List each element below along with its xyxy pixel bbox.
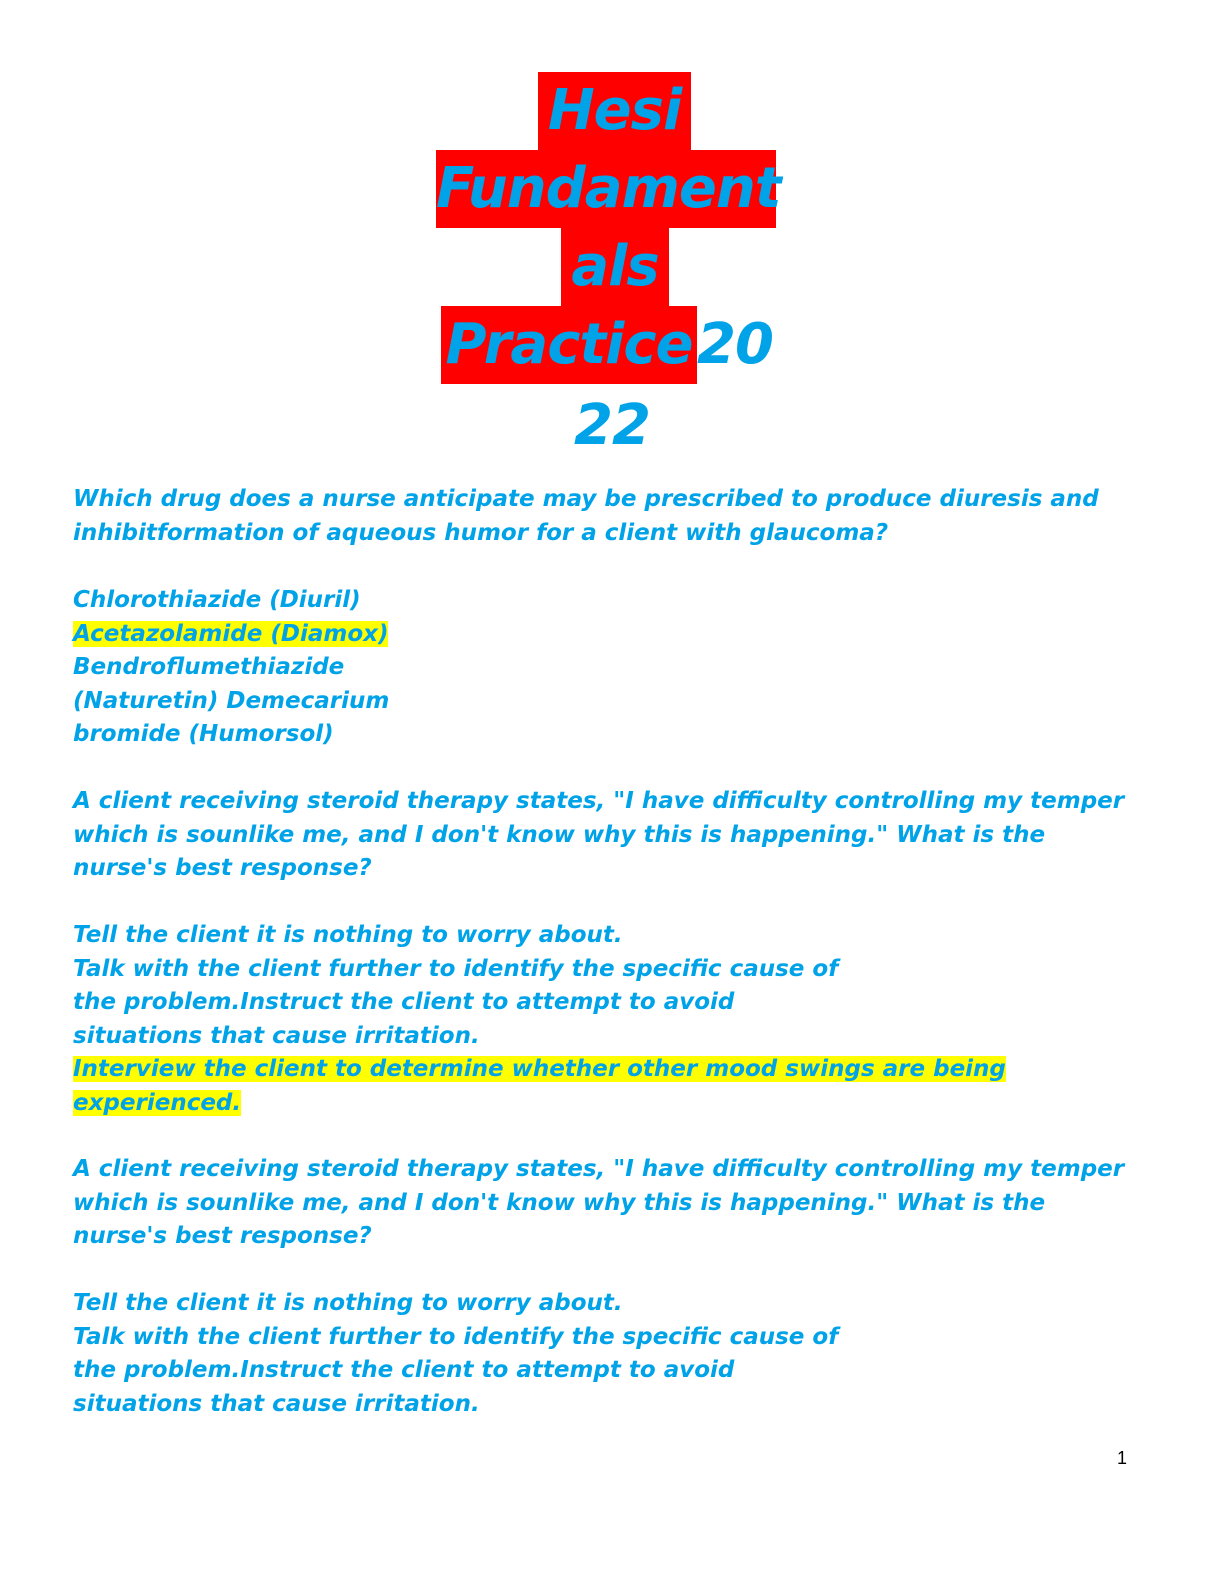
option-acetazolamide-correct xyxy=(73,618,389,652)
option-chlorothiazide: Chlorothiazide (Diuril) xyxy=(73,587,361,613)
question-3 xyxy=(73,1153,1124,1254)
title-line-4-suffix: 20 xyxy=(697,312,773,377)
option-talk-further: Talk with the client further to identify the specific cause of xyxy=(73,1323,839,1350)
question-3-line-2: which is sounlike me, and I don't know why this is happening." What is the xyxy=(73,1189,1046,1216)
title-line-1: Hesi xyxy=(538,72,691,150)
answer-highlight: Acetazolamide (Diamox) xyxy=(73,620,389,647)
question-2-line-3: nurse's best response? xyxy=(73,855,372,882)
option-problem-instruct: the problem.Instruct the client to attempt to avoid xyxy=(73,1357,735,1384)
question-1-line-2: inhibitformation of aqueous humor for a client with glaucoma? xyxy=(73,519,889,546)
option-bendroflumethiazide: Bendroflumethiazide xyxy=(73,654,345,681)
title-line-2: Fundament xyxy=(436,150,776,228)
question-2-line-2: which is sounlike me, and I don't know why this is happening." What is the xyxy=(73,821,1046,848)
title-line-4-highlighted: Practice xyxy=(441,306,697,384)
option-situations-irritation: situations that cause irritation. xyxy=(73,1022,480,1049)
option-situations-irritation: situations that cause irritation. xyxy=(73,1390,480,1417)
question-2 xyxy=(73,785,1124,886)
option-naturetin-demecarium: (Naturetin) Demecarium xyxy=(73,687,390,714)
option-nothing-to-worry: Tell the client it is nothing to worry about. xyxy=(73,922,623,948)
answer-highlight: Interview the client to determine whether other mood swings are being xyxy=(73,1056,1006,1083)
question-1 xyxy=(73,483,1099,550)
title-line-4 xyxy=(441,306,773,384)
option-nothing-to-worry: Tell the client it is nothing to worry about. xyxy=(73,1290,623,1316)
question-1-options xyxy=(73,584,389,752)
question-3-line-1: A client receiving steroid therapy states, "I have difficulty controlling my temper xyxy=(73,1156,1125,1182)
answer-highlight: experienced. xyxy=(73,1089,242,1116)
question-3-line-3: nurse's best response? xyxy=(73,1223,372,1250)
question-2-options xyxy=(73,919,1006,1121)
page-number: 1 xyxy=(1117,1448,1128,1468)
option-problem-instruct: the problem.Instruct the client to attempt to avoid xyxy=(73,989,735,1016)
option-interview-correct-line-2 xyxy=(73,1087,1006,1121)
question-3-options xyxy=(73,1287,838,1421)
option-talk-further: Talk with the client further to identify the specific cause of xyxy=(73,955,839,982)
question-2-line-1: A client receiving steroid therapy states, "I have difficulty controlling my temper xyxy=(73,788,1125,814)
question-1-line-1: Which drug does a nurse anticipate may be prescribed to produce diuresis and xyxy=(73,486,1099,512)
title-line-5: 22 xyxy=(574,393,650,458)
option-interview-correct-line-1 xyxy=(73,1053,1006,1087)
option-bromide-humorsol: bromide (Humorsol) xyxy=(73,721,334,748)
title-line-3: als xyxy=(561,228,669,306)
